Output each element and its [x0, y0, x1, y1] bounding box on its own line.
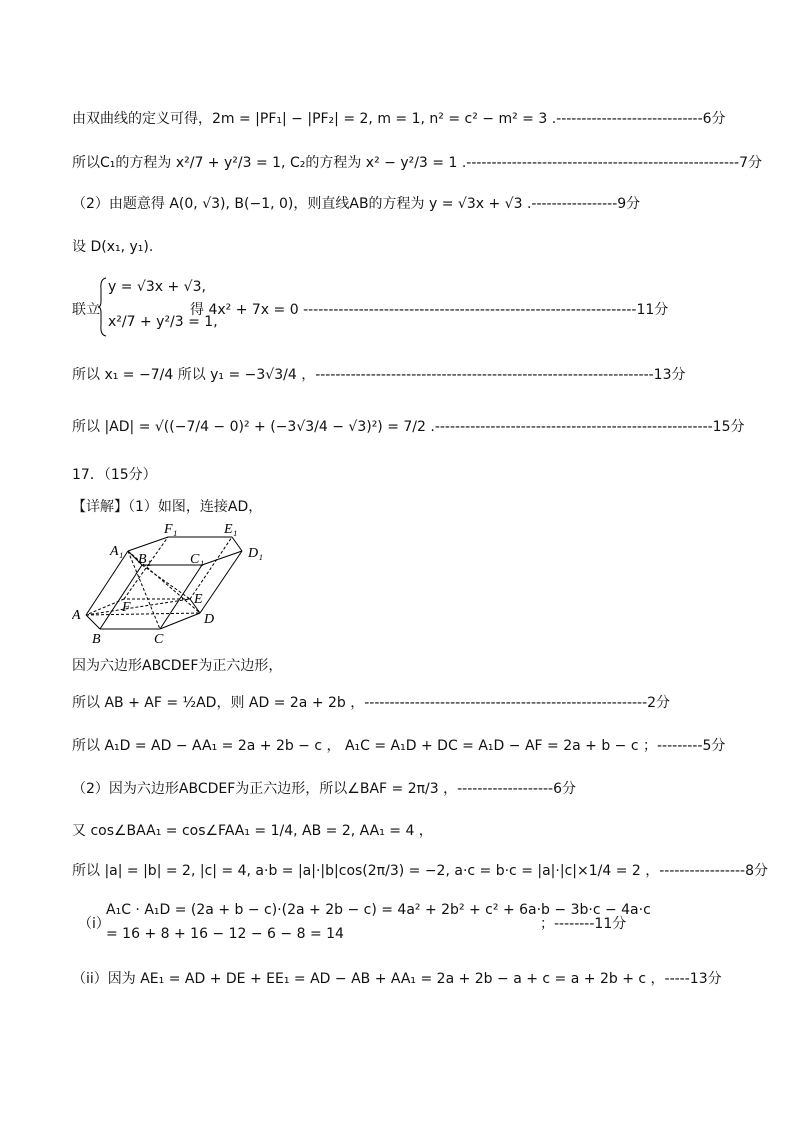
line-4: 设 D(x₁, y₁).	[72, 239, 154, 255]
label-D1: D₁	[248, 546, 263, 561]
problem-17-heading: 17．（15分）	[72, 467, 157, 483]
system-eq-1: y = √3x + √3,	[108, 279, 206, 295]
detail-heading: 【详解】（1）如图，连接AD，	[72, 499, 263, 515]
label-C1: C₁	[190, 552, 205, 567]
part-i-expr: A₁C · A₁D = (2a + b − c)·(2a + 2b − c) = 4a² + 2b² + c² + 6a·b − 3b·c − 4a·c	[106, 902, 651, 918]
label-C: C	[154, 632, 164, 647]
part-i-label: （i）	[78, 916, 110, 932]
line-6: 所以 x₁ = −7/4 所以 y₁ = −3√3/4 ，-------------------------------------------------------------------13分	[72, 367, 686, 383]
line-7: 所以 |AD| = √((−7/4 − 0)² + (−3√3/4 − √3)²) = 7/2 .-------------------------------------------------------15分	[72, 419, 745, 435]
line-17: （ii）因为 AE₁ = AD + DE + EE₁ = AD − AB + AA₁ = 2a + 2b − a + c = a + 2b + c ，-----13分	[72, 971, 722, 987]
line-2: 所以C₁的方程为 x²/7 + y²/3 = 1, C₂的方程为 x² − y²/3 = 1 .------------------------------------------------------7分	[72, 155, 762, 171]
label-D: D	[204, 612, 215, 627]
line-12: 所以 A₁D = AD − AA₁ = 2a + 2b − c ， A₁C = A₁D + DC = A₁D − AF = 2a + b − c ；---------5分	[72, 738, 726, 754]
line-13: （2）因为六边形ABCDEF为正六边形，所以∠BAF = 2π/3 ，-------------------6分	[72, 781, 577, 797]
system-result: 得 4x² + 7x = 0 ------------------------------------------------------------------11分	[190, 302, 669, 318]
line-11: 所以 AB + AF = ½AD，则 AD = 2a + 2b ，--------------------------------------------------------2分	[72, 695, 671, 711]
label-E1: E₁	[224, 522, 238, 537]
label-B: B	[92, 632, 101, 647]
label-F: F	[122, 600, 131, 615]
prism-figure	[72, 517, 272, 647]
system-label: 联立	[72, 302, 100, 318]
label-B1: B₁	[138, 552, 152, 567]
label-A: A	[72, 608, 81, 623]
line-14: 又 cos∠BAA₁ = cos∠FAA₁ = 1/4, AB = 2, AA₁ = 4 ，	[72, 823, 433, 839]
part-i-value: = 16 + 8 + 16 − 12 − 6 − 8 = 14	[106, 926, 344, 942]
label-A1: A₁	[110, 544, 124, 559]
line-3: （2）由题意得 A(0, √3), B(−1, 0)，则直线AB的方程为 y = √3x + √3 .-----------------9分	[72, 196, 641, 212]
label-F1: F₁	[164, 522, 178, 537]
line-1: 由双曲线的定义可得，2m = |PF₁| − |PF₂| = 2, m = 1, n² = c² − m² = 3 .-----------------------------6分	[72, 111, 726, 127]
label-E: E	[194, 592, 203, 607]
line-15: 所以 |a| = |b| = 2, |c| = 4, a·b = |a|·|b|cos(2π/3) = −2, a·c = b·c = |a|·|c|×1/4 = 2 ，-----------------8分	[72, 863, 769, 879]
part-i-score: ；--------11分	[540, 916, 627, 932]
system-eq-2: x²/7 + y²/3 = 1,	[108, 314, 218, 330]
line-10: 因为六边形ABCDEF为正六边形，	[72, 658, 283, 674]
left-brace	[97, 277, 107, 337]
